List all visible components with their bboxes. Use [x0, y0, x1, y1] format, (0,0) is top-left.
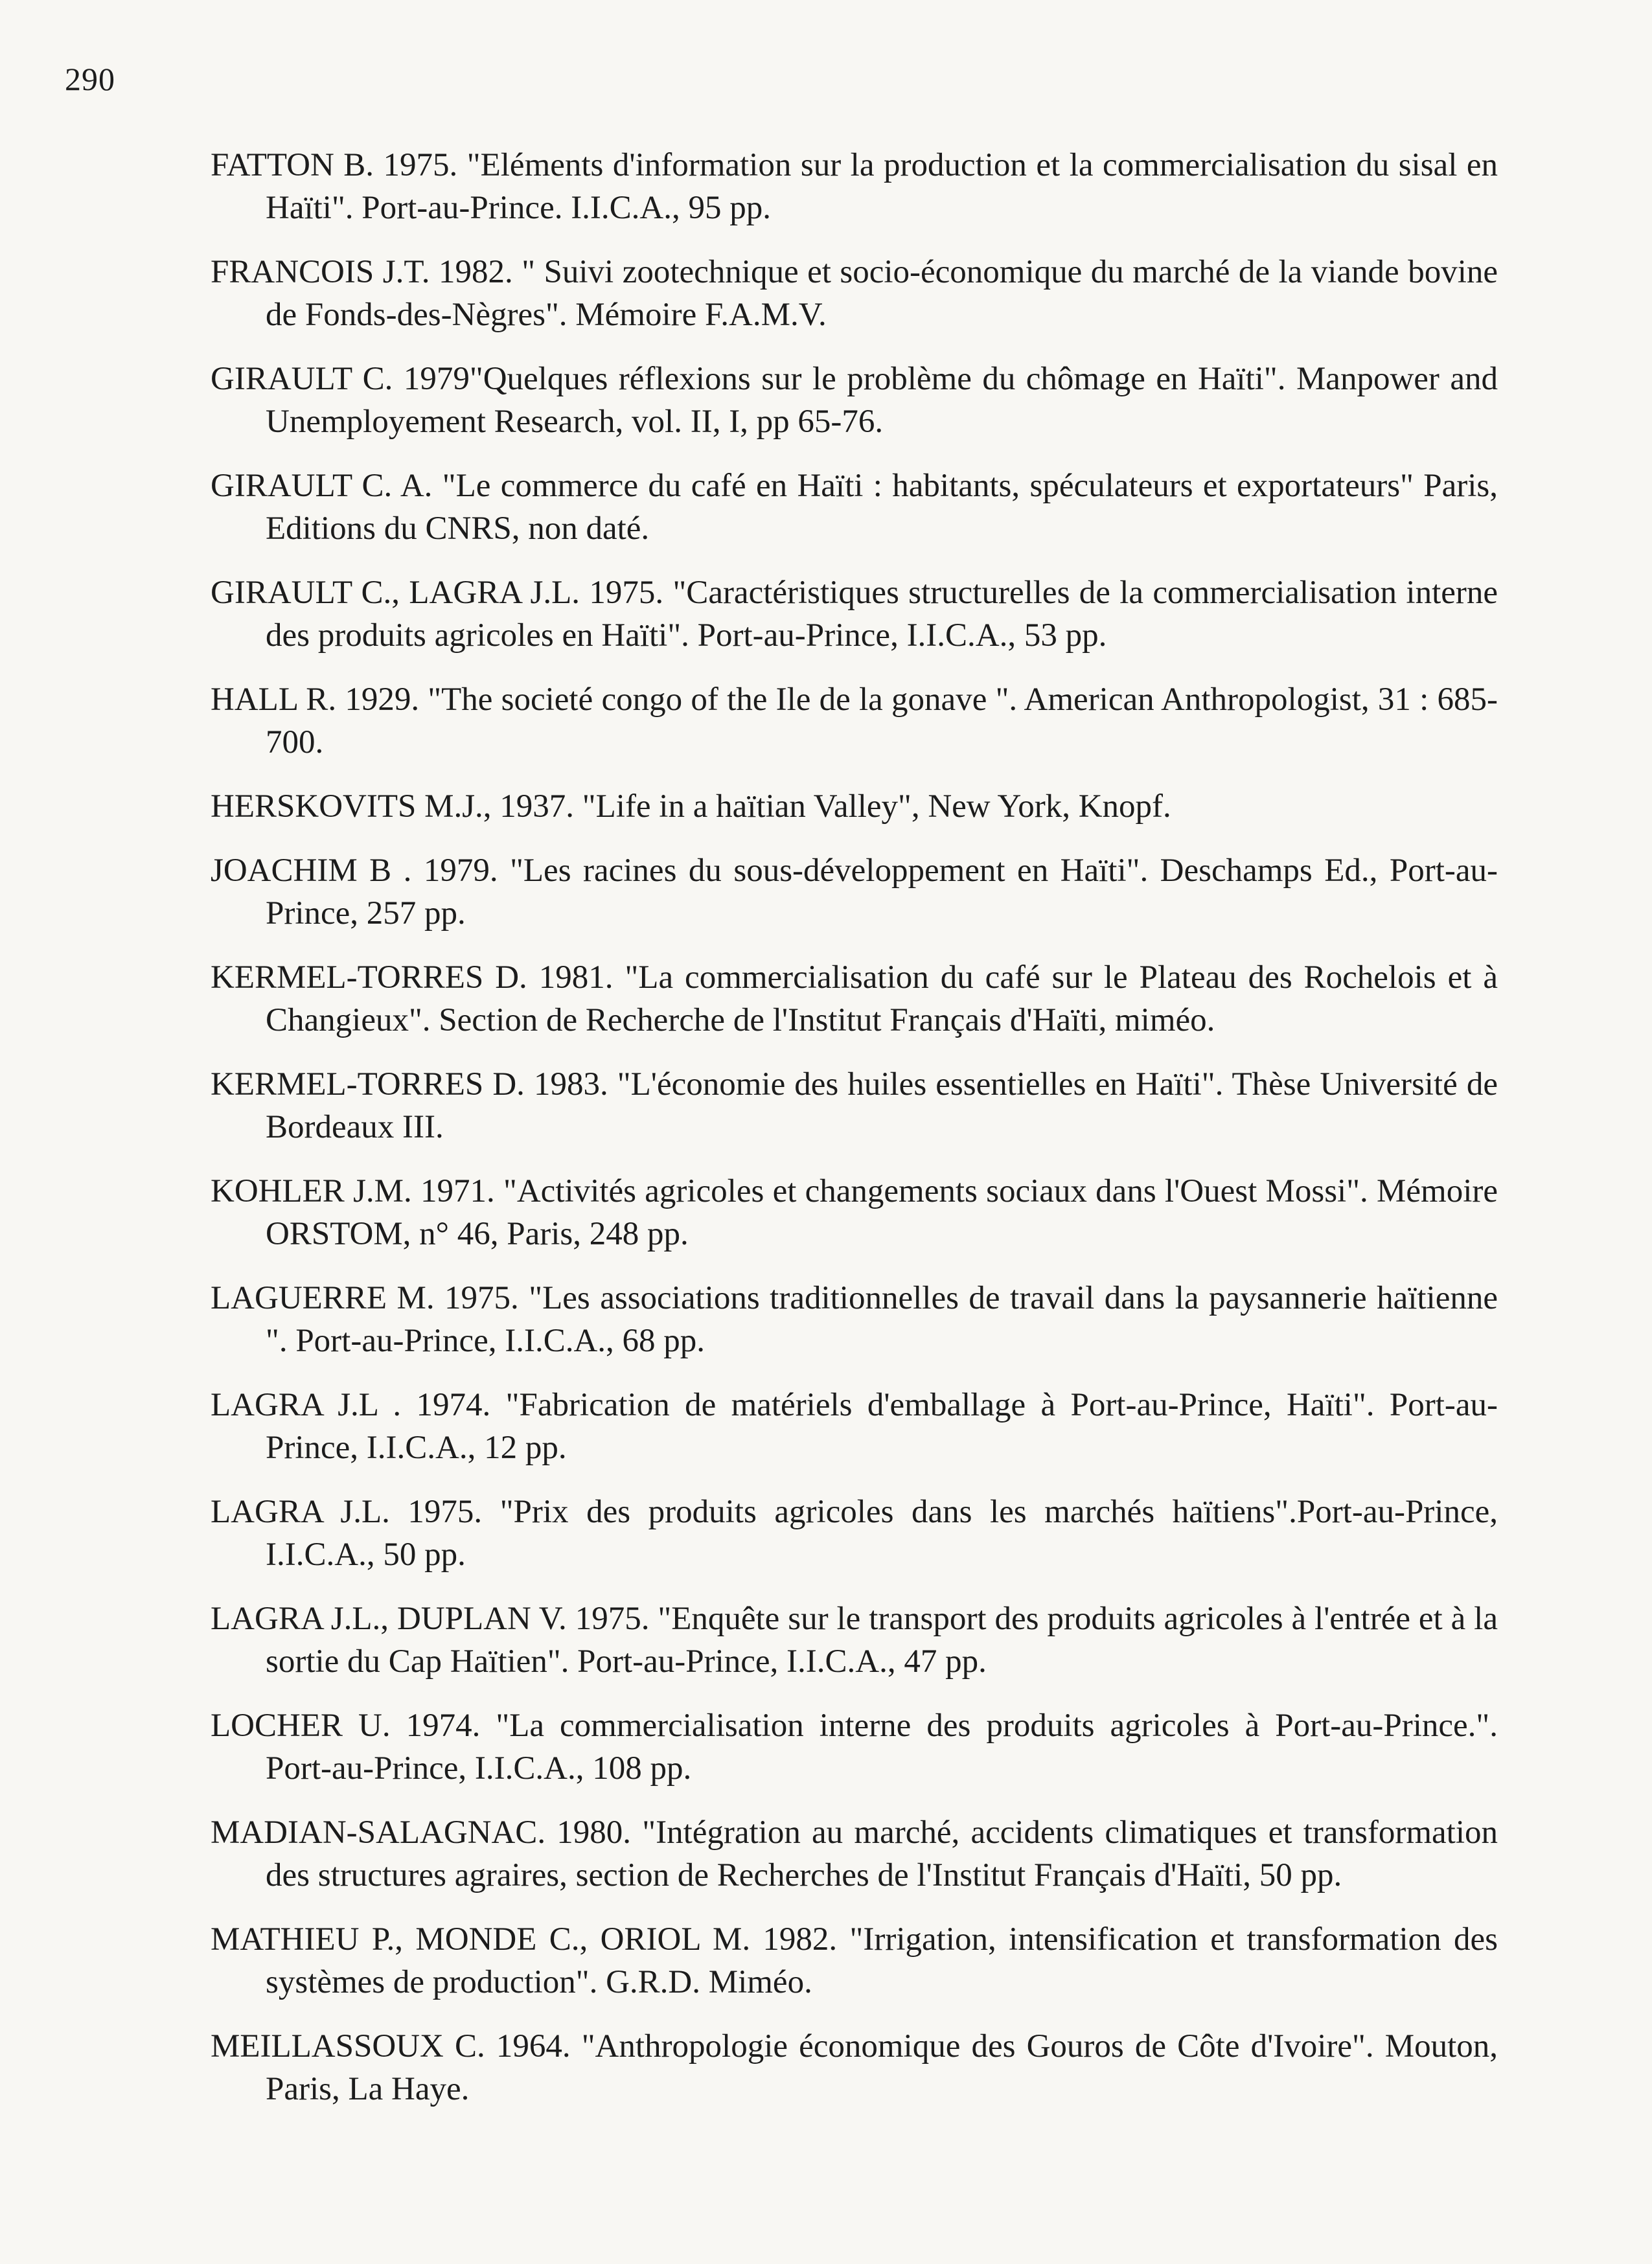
bibliography-entry: GIRAULT C. 1979"Quelques réflexions sur le problème du chômage en Haïti". Manpower and Unemployement Research, vol. II, I, pp 65-76. — [211, 361, 1498, 440]
bibliography-entry: MEILLASSOUX C. 1964. "Anthropologie économique des Gouros de Côte d'Ivoire". Mouton, Paris, La Haye. — [211, 2028, 1498, 2107]
bibliography-entry: LAGRA J.L., DUPLAN V. 1975. "Enquête sur le transport des produits agricoles à l'entrée et à la sortie du Cap Haïtien". Port-au-Prince, I.I.C.A., 47 pp. — [211, 1601, 1498, 1680]
bibliography-entry: FATTON B. 1975. "Eléments d'information sur la production et la commercialisation du sisal en Haïti". Port-au-Prince. I.I.C.A., 95 pp. — [211, 147, 1498, 226]
bibliography-entry: KERMEL-TORRES D. 1981. "La commercialisation du café sur le Plateau des Rochelois et à Changieux". Section de Recherche de l'Institut Français d'Haïti, miméo. — [211, 959, 1498, 1038]
bibliography-entry: MADIAN-SALAGNAC. 1980. "Intégration au marché, accidents climatiques et transformation des structures agraires, section de Recherches de l'Institut Français d'Haïti, 50 pp. — [211, 1814, 1498, 1893]
bibliography-entry: GIRAULT C., LAGRA J.L. 1975. "Caractéristiques structurelles de la commercialisation interne des produits agricoles en Haïti". Port-au-Prince, I.I.C.A., 53 pp. — [211, 575, 1498, 654]
bibliography-entry: MATHIEU P., MONDE C., ORIOL M. 1982. "Irrigation, intensification et transformation des systèmes de production". G.R.D. Miméo. — [211, 1921, 1498, 2000]
bibliography-entry: LOCHER U. 1974. "La commercialisation interne des produits agricoles à Port-au-Prince.". Port-au-Prince, I.I.C.A., 108 pp. — [211, 1708, 1498, 1787]
bibliography-entry: FRANCOIS J.T. 1982. " Suivi zootechnique et socio-économique du marché de la viande bovine de Fonds-des-Nègres". Mémoire F.A.M.V. — [211, 254, 1498, 333]
bibliography-entry: JOACHIM B . 1979. "Les racines du sous-développement en Haïti". Deschamps Ed., Port-au-Prince, 257 pp. — [211, 852, 1498, 932]
bibliography-entry: HERSKOVITS M.J., 1937. "Life in a haïtian Valley", New York, Knopf. — [211, 788, 1171, 825]
bibliography-entry: GIRAULT C. A. "Le commerce du café en Haïti : habitants, spéculateurs et exportateurs" Paris, Editions du CNRS, non daté. — [211, 468, 1498, 547]
bibliography-list — [194, 144, 1498, 2132]
bibliography-entry: LAGUERRE M. 1975. "Les associations traditionnelles de travail dans la paysannerie haïtienne ". Port-au-Prince, I.I.C.A., 68 pp. — [211, 1280, 1498, 1359]
bibliography-entry: HALL R. 1929. "The societé congo of the Ile de la gonave ". American Anthropologist, 31 : 685-700. — [211, 681, 1498, 760]
bibliography-entry: KERMEL-TORRES D. 1983. "L'économie des huiles essentielles en Haïti". Thèse Université de Bordeaux III. — [211, 1066, 1498, 1145]
bibliography-entry: LAGRA J.L . 1974. "Fabrication de matériels d'emballage à Port-au-Prince, Haïti". Port-au-Prince, I.I.C.A., 12 pp. — [211, 1387, 1498, 1466]
bibliography-entry: KOHLER J.M. 1971. "Activités agricoles et changements sociaux dans l'Ouest Mossi". Mémoire ORSTOM, n° 46, Paris, 248 pp. — [211, 1173, 1498, 1252]
page-number: 290 — [65, 61, 115, 97]
bibliography-entry: LAGRA J.L. 1975. "Prix des produits agricoles dans les marchés haïtiens".Port-au-Prince, I.I.C.A., 50 pp. — [211, 1494, 1498, 1573]
